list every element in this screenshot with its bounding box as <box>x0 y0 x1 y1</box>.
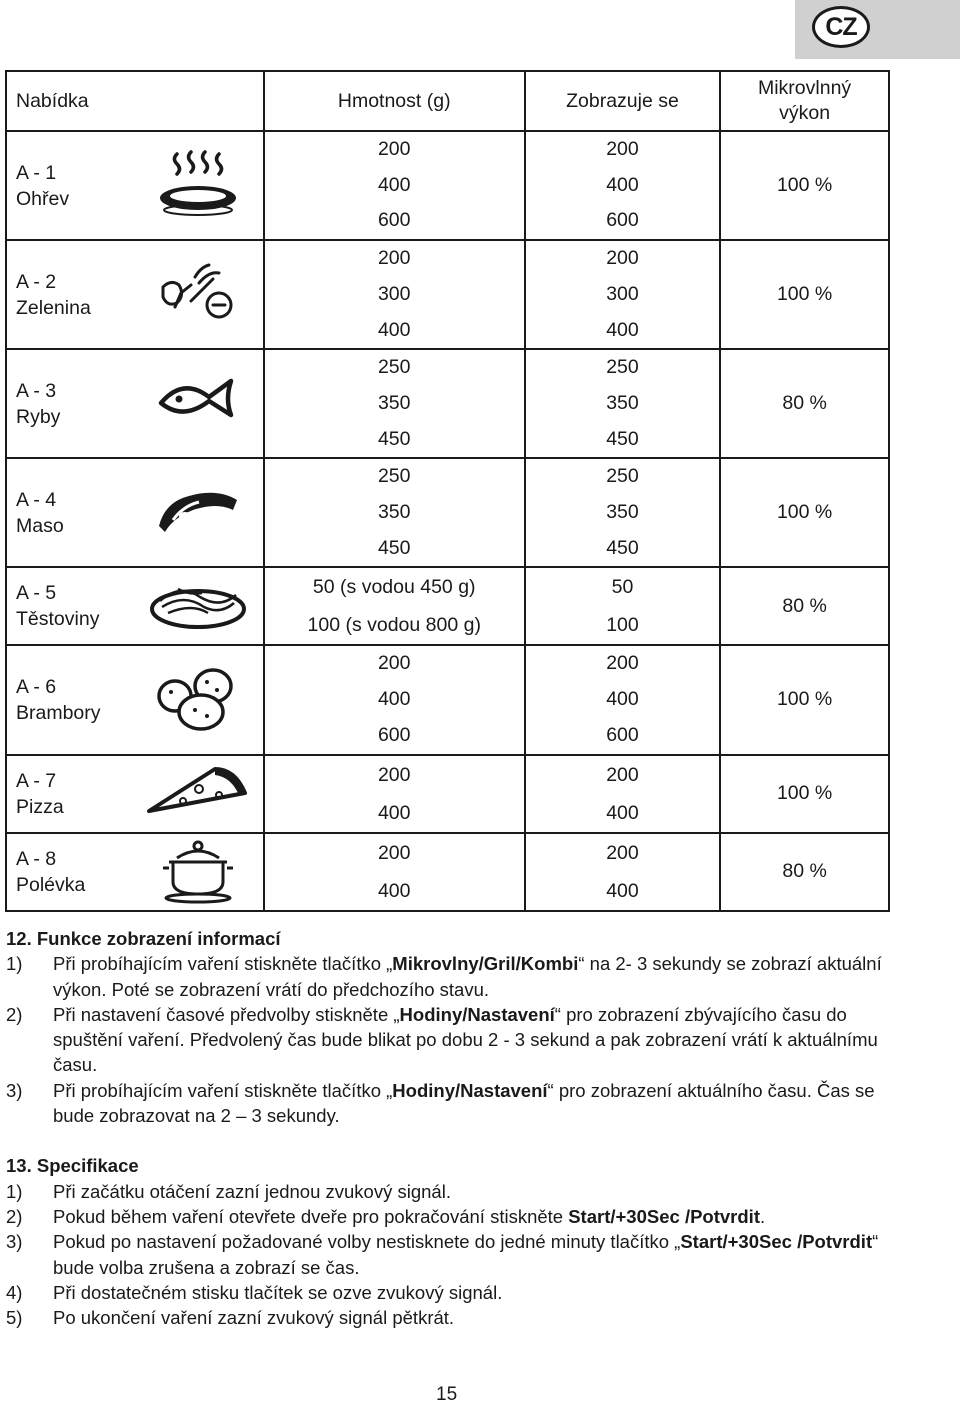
weight-value: 300 <box>377 282 411 305</box>
program-code: A - 3 <box>16 379 57 402</box>
display-value: 450 <box>606 536 639 559</box>
header-display: Zobrazuje se <box>525 71 720 131</box>
program-code: A - 1 <box>16 161 57 184</box>
section-12-item <box>6 951 886 1002</box>
weight-values <box>264 755 525 833</box>
button-name: Hodiny/Nastavení <box>392 1079 548 1101</box>
pasta-icon <box>134 567 264 645</box>
weight-value: 200 <box>377 652 411 675</box>
item-text: Při probíhajícím vaření stiskněte tlačítko „ <box>53 1079 393 1101</box>
item-number: 2) <box>6 1205 23 1227</box>
table-row <box>6 833 889 911</box>
weight-values <box>264 458 525 567</box>
section-13-item <box>6 1229 886 1280</box>
table-row <box>6 458 889 567</box>
display-value: 200 <box>606 841 639 864</box>
page-number: 15 <box>436 1384 458 1405</box>
steak-icon <box>134 458 264 567</box>
display-value: 450 <box>606 427 639 450</box>
display-value: 50 <box>611 576 634 599</box>
item-number: 3) <box>6 1079 23 1101</box>
section-13-item <box>6 1179 886 1204</box>
power-value: 100 % <box>720 458 889 567</box>
button-name: Mikrovlny/Gril/Kombi <box>392 953 579 975</box>
power-value: 100 % <box>720 645 889 754</box>
header-weight: Hmotnost (g) <box>264 71 525 131</box>
program-code: A - 2 <box>16 270 57 293</box>
button-name: Hodiny/Nastavení <box>399 1003 555 1025</box>
soup-pot-icon <box>134 833 264 911</box>
item-number: 1) <box>6 1180 23 1202</box>
weight-values <box>264 833 525 911</box>
potatoes-icon <box>134 645 264 754</box>
item-text-end: “ pro zobrazení aktuálního času. Čas se bude zobrazovat na 2 – 3 sekundy. <box>53 1079 875 1127</box>
heating-plate-icon <box>134 131 264 240</box>
display-value: 250 <box>606 465 639 488</box>
fish-icon <box>134 349 264 458</box>
table-header-row <box>6 71 889 131</box>
program-label: Těstoviny <box>16 608 100 631</box>
item-number: 3) <box>6 1231 23 1253</box>
weight-values <box>264 349 525 458</box>
item-text: Při dostatečném stisku tlačítek se ozve zvukový signál. <box>53 1281 503 1303</box>
display-value: 350 <box>606 501 639 524</box>
item-text: Při začátku otáčení zazní jednou zvukový signál. <box>53 1180 451 1202</box>
header-power: Mikrovlnný výkon <box>720 71 889 131</box>
weight-value: 450 <box>377 427 411 450</box>
display-values <box>525 833 720 911</box>
display-values <box>525 645 720 754</box>
display-values <box>525 131 720 240</box>
display-value: 250 <box>606 356 639 379</box>
table-row <box>6 755 889 833</box>
display-value: 400 <box>606 173 639 196</box>
weight-value: 600 <box>377 723 411 746</box>
program-name <box>6 755 134 833</box>
program-name <box>6 349 134 458</box>
program-label: Pizza <box>16 795 64 818</box>
weight-values <box>264 645 525 754</box>
item-number: 4) <box>6 1281 23 1303</box>
power-value: 100 % <box>720 131 889 240</box>
section-12-item <box>6 1002 886 1078</box>
program-code: A - 7 <box>16 769 57 792</box>
language-badge: CZ <box>812 6 870 48</box>
program-label: Ohřev <box>16 187 70 210</box>
table-row <box>6 240 889 349</box>
program-name <box>6 131 134 240</box>
weight-value: 200 <box>377 247 411 270</box>
display-values <box>525 567 720 645</box>
weight-value: 50 (s vodou 450 g) <box>312 576 476 599</box>
weight-value: 200 <box>377 138 411 160</box>
item-text: Při probíhajícím vaření stiskněte tlačítko „ <box>53 953 393 975</box>
program-label: Zelenina <box>16 296 91 319</box>
instructions <box>6 926 886 1330</box>
item-number: 1) <box>6 953 23 975</box>
weight-value: 100 (s vodou 800 g) <box>307 614 481 637</box>
item-text-end: . <box>759 1205 766 1227</box>
vegetables-icon <box>134 240 264 349</box>
section-13-item <box>6 1280 886 1305</box>
program-code: A - 4 <box>16 488 57 511</box>
display-value: 200 <box>606 138 639 160</box>
weight-value: 400 <box>377 173 411 196</box>
weight-value: 250 <box>377 356 411 379</box>
program-label: Maso <box>16 514 64 537</box>
program-code: A - 6 <box>16 675 57 698</box>
weight-value: 450 <box>377 536 411 559</box>
table-row <box>6 567 889 645</box>
display-value: 400 <box>606 879 639 902</box>
weight-value: 200 <box>377 841 411 864</box>
table-row <box>6 131 889 240</box>
display-value: 300 <box>606 282 639 305</box>
program-label: Polévka <box>16 873 86 896</box>
section-12-title: 12. Funkce zobrazení informací <box>6 928 281 949</box>
item-text-end: “ na 2- 3 sekundy se zobrazí aktuální výkon. Poté se zobrazení vrátí do předchozího stavu. <box>53 953 882 1000</box>
weight-value: 400 <box>377 688 411 711</box>
power-value: 100 % <box>720 240 889 349</box>
weight-values <box>264 131 525 240</box>
pizza-icon <box>134 755 264 833</box>
weight-value: 350 <box>377 501 411 524</box>
program-name <box>6 645 134 754</box>
display-values <box>525 458 720 567</box>
section-13-title: 13. Specifikace <box>6 1155 139 1177</box>
weight-value: 350 <box>377 391 411 414</box>
item-text-end: “ pro zobrazení zbývajícího času do spuštění vaření. Předvolený čas bude blikat po dobu 2 - 3 sekund a pak zobrazení vrátí k aktuálnímu času. <box>53 1003 878 1076</box>
display-value: 600 <box>606 723 639 746</box>
weight-values <box>264 240 525 349</box>
program-table <box>5 70 890 912</box>
item-text: Pokud během vaření otevřete dveře pro pokračování stiskněte <box>53 1205 569 1227</box>
weight-value: 600 <box>377 209 411 232</box>
program-label: Ryby <box>16 405 61 428</box>
weight-values <box>264 567 525 645</box>
weight-value: 400 <box>377 801 411 824</box>
display-value: 600 <box>606 209 639 232</box>
program-name <box>6 833 134 911</box>
section-13-item <box>6 1305 886 1330</box>
weight-value: 400 <box>377 318 411 341</box>
item-number: 2) <box>6 1003 23 1025</box>
display-value: 100 <box>606 614 639 637</box>
display-value: 350 <box>606 391 639 414</box>
program-label: Brambory <box>16 701 101 724</box>
display-value: 400 <box>606 801 639 824</box>
power-value: 80 % <box>720 833 889 911</box>
item-text: Pokud po nastavení požadované volby nestisknete do jedné minuty tlačítko „ <box>53 1231 681 1253</box>
power-value: 100 % <box>720 755 889 833</box>
item-text: Po ukončení vaření zazní zvukový signál pětkrát. <box>53 1307 455 1329</box>
power-value: 80 % <box>720 567 889 645</box>
button-name: Start/+30Sec /Potvrdit <box>680 1231 873 1253</box>
item-text-end: “ bude volba zrušena a zobrazí se čas. <box>53 1231 879 1278</box>
program-name <box>6 567 134 645</box>
power-value: 80 % <box>720 349 889 458</box>
display-value: 400 <box>606 688 639 711</box>
table-row <box>6 645 889 754</box>
display-value: 400 <box>606 318 639 341</box>
item-text: Při nastavení časové předvolby stiskněte „ <box>53 1003 400 1025</box>
display-values <box>525 240 720 349</box>
display-value: 200 <box>606 763 639 786</box>
button-name: Start/+30Sec /Potvrdit <box>568 1205 760 1227</box>
table-row <box>6 349 889 458</box>
display-value: 200 <box>606 652 639 675</box>
program-name <box>6 240 134 349</box>
section-12-item <box>6 1078 886 1129</box>
display-values <box>525 755 720 833</box>
program-code: A - 8 <box>16 847 57 870</box>
weight-value: 250 <box>377 465 411 488</box>
weight-value: 400 <box>377 879 411 902</box>
weight-value: 200 <box>377 763 411 786</box>
section-13-item <box>6 1204 886 1229</box>
display-values <box>525 349 720 458</box>
item-number: 5) <box>6 1307 23 1329</box>
program-name <box>6 458 134 567</box>
display-value: 200 <box>606 247 639 270</box>
header-menu: Nabídka <box>6 71 264 131</box>
program-code: A - 5 <box>16 582 57 605</box>
